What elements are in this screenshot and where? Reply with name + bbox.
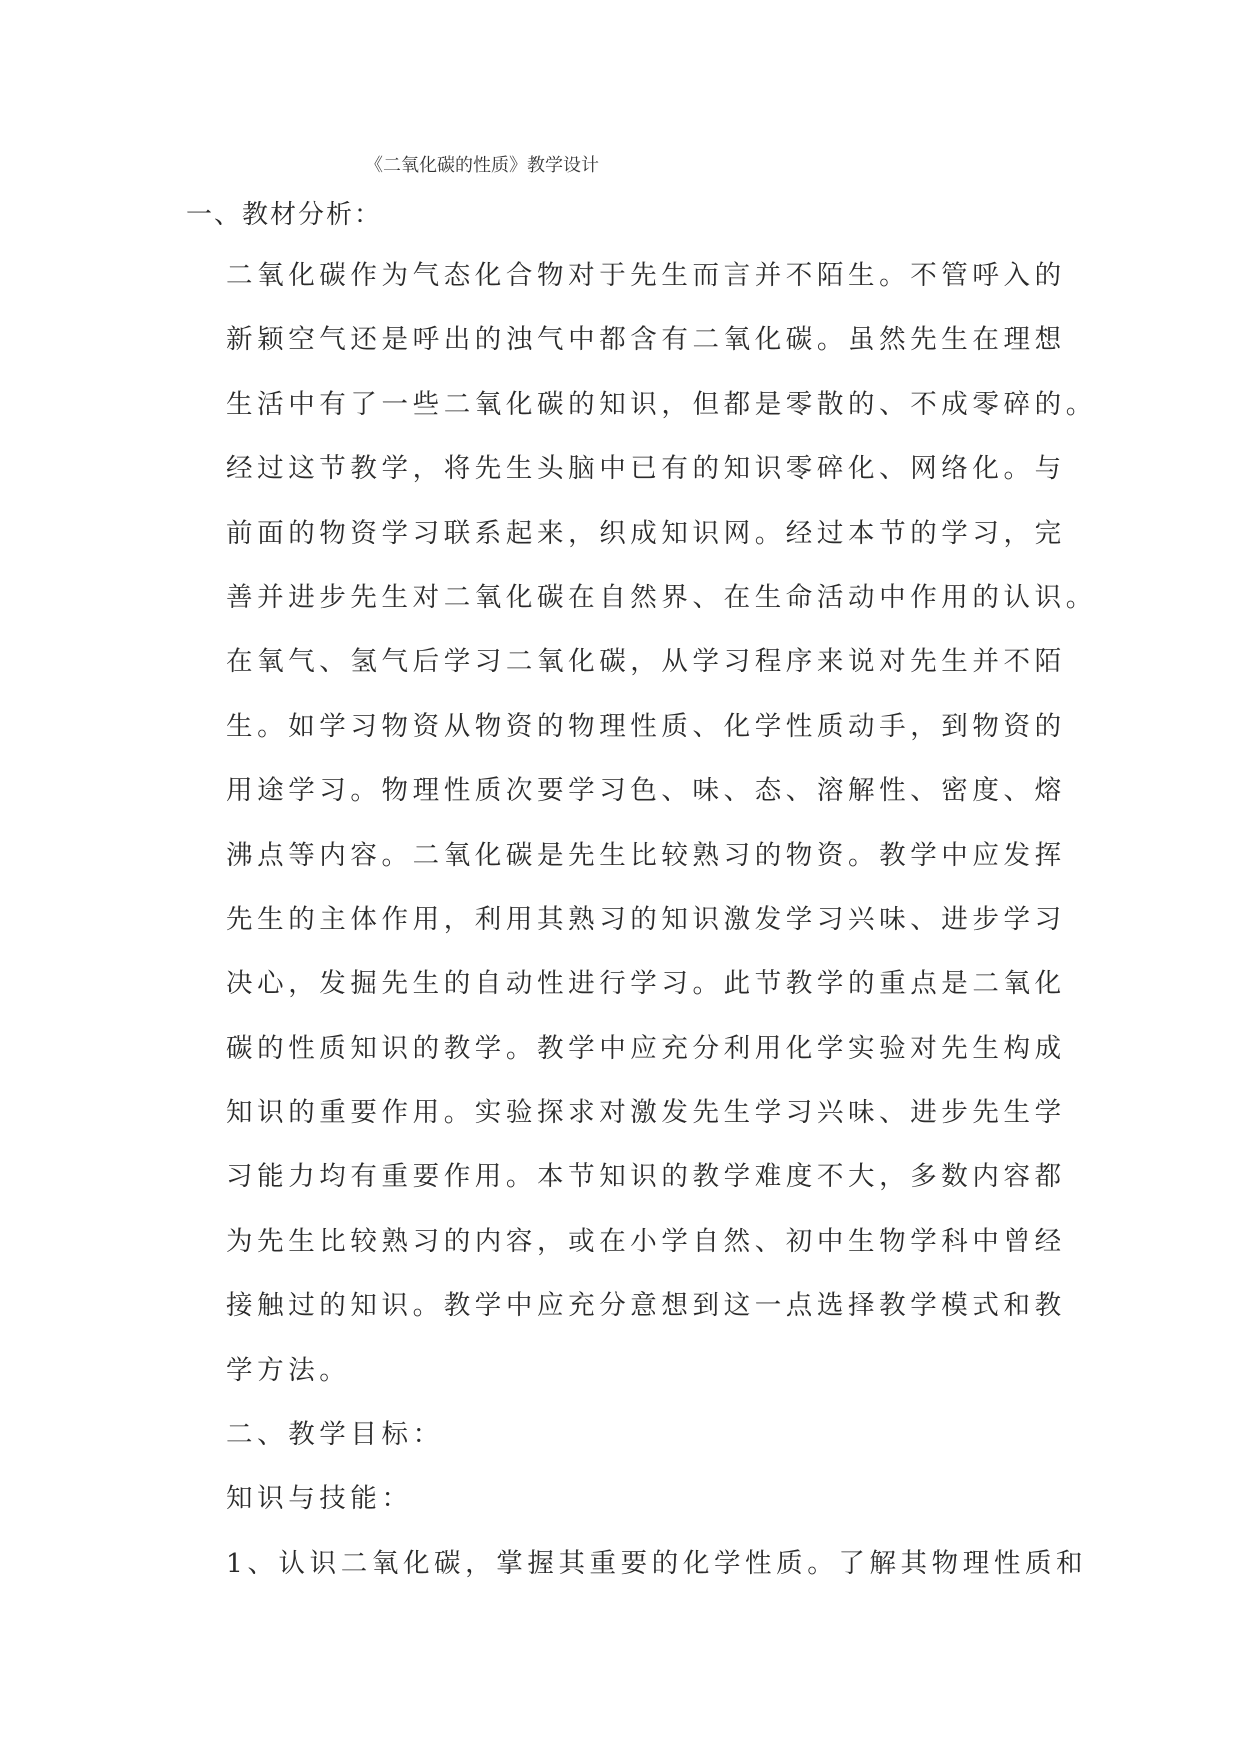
- body-line: 知识的重要作用。实验探求对激发先生学习兴味、进步先生学: [226, 1097, 1066, 1129]
- section-heading-textbook-analysis: 一、教材分析：: [186, 200, 383, 230]
- subsection-heading-knowledge-skills: 知识与技能：: [226, 1483, 413, 1515]
- body-line: 接触过的知识。教学中应充分意想到这一点选择教学模式和教: [226, 1290, 1066, 1322]
- body-line: 先生的主体作用，利用其熟习的知识激发学习兴味、进步学习: [226, 903, 1066, 935]
- body-line: 新颖空气还是呼出的浊气中都含有二氧化碳。虽然先生在理想: [226, 324, 1066, 356]
- body-line: 善并进步先生对二氧化碳在自然界、在生命活动中作用的认识。: [226, 581, 1097, 613]
- body-line: 前面的物资学习联系起来，织成知识网。经过本节的学习，完: [226, 517, 1066, 549]
- document-body: [226, 256, 1226, 1608]
- body-line: 生活中有了一些二氧化碳的知识，但都是零散的、不成零碎的。: [226, 388, 1097, 420]
- body-line: 习能力均有重要作用。本节知识的教学难度不大，多数内容都: [226, 1161, 1066, 1193]
- body-line: 生。如学习物资从物资的物理性质、化学性质动手，到物资的: [226, 710, 1066, 742]
- section-heading-teaching-goals: 二、教学目标：: [226, 1419, 444, 1451]
- body-line: 用途学习。物理性质次要学习色、味、态、溶解性、密度、熔: [226, 775, 1066, 807]
- body-line: 经过这节教学，将先生头脑中已有的知识零碎化、网络化。与: [226, 453, 1066, 485]
- body-line: 决心，发掘先生的自动性进行学习。此节教学的重点是二氧化: [226, 968, 1066, 1000]
- body-line: 碳的性质知识的教学。教学中应充分利用化学实验对先生构成: [226, 1032, 1066, 1064]
- body-line: 学方法。: [226, 1354, 351, 1386]
- body-line: 1、认识二氧化碳，掌握其重要的化学性质。了解其物理性质和: [226, 1547, 1088, 1579]
- body-line: 在氧气、氢气后学习二氧化碳，从学习程序来说对先生并不陌: [226, 646, 1066, 678]
- document-title: 《二氧化碳的性质》教学设计: [365, 155, 599, 176]
- body-line: 为先生比较熟习的内容，或在小学自然、初中生物学科中曾经: [226, 1225, 1066, 1257]
- body-line: 二氧化碳作为气态化合物对于先生而言并不陌生。不管呼入的: [226, 260, 1066, 291]
- body-line: 沸点等内容。二氧化碳是先生比较熟习的物资。教学中应发挥: [226, 839, 1066, 871]
